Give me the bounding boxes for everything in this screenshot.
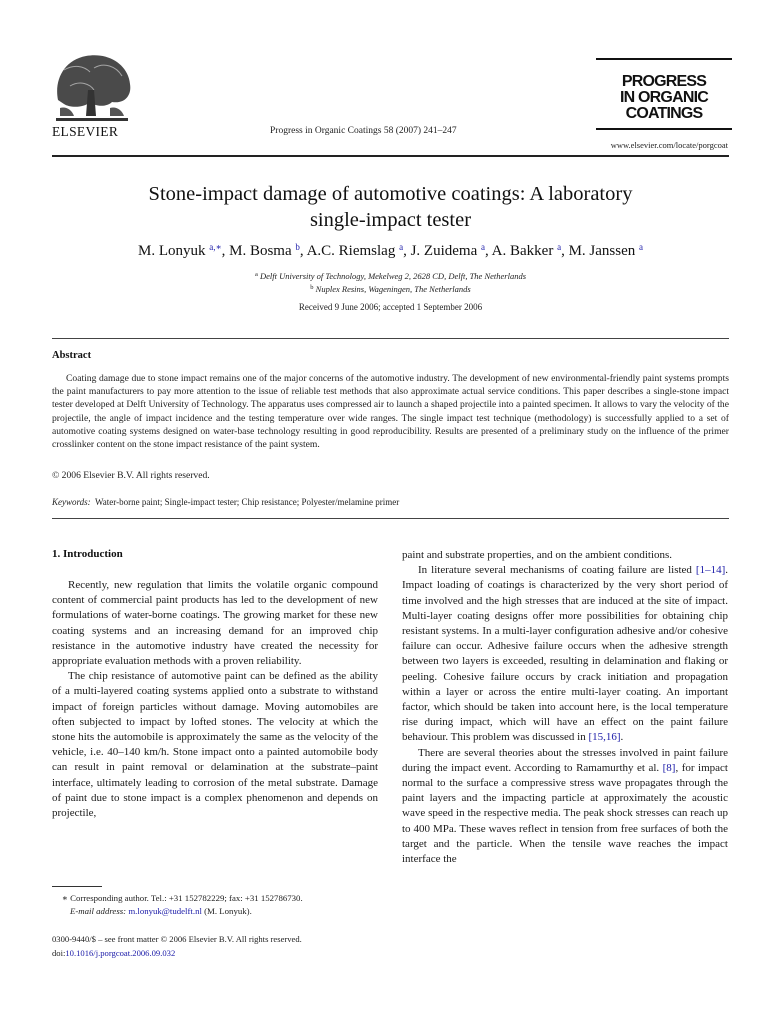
affiliation-mark: b (310, 284, 314, 291)
author-affiliation-mark[interactable]: a (399, 242, 404, 252)
author-separator: , (403, 243, 411, 259)
author-affiliation-mark[interactable]: b (295, 242, 300, 252)
author-separator: , (221, 243, 230, 259)
citation-link[interactable]: [15,16] (588, 731, 621, 744)
body-paragraph: paint and substrate properties, and on the ambient conditions. (402, 549, 673, 561)
author-name: M. Janssen (568, 243, 636, 259)
issn-line: 0300-9440/$ – see front matter © 2006 Elsevier B.V. All rights reserved. (52, 934, 302, 944)
citation-link[interactable]: [8] (662, 761, 676, 774)
abstract-top-divider (52, 338, 729, 339)
author-name: M. Lonyuk (138, 243, 206, 259)
email-link[interactable]: m.lonyuk@tudelft.nl (128, 906, 202, 916)
header-divider (52, 155, 729, 157)
keywords-label: Keywords: (52, 497, 91, 507)
text-run: . Impact loading of coatings is characterized by the very short period of time involved and the high stresses that are induced at the site of impact. Multi-layer coating designs offer more possibilities for obtaining chip resistant systems. In a multi-layer configuration adhesive and/or cohesive failure can occur. Adhesive failure occurs when the adhesive strength between two layers is exceeded, resulting in delamination and flaking or peeling. Cohesive failure occurs by crack initiation and propagation within a layer or across the entire multi-layer coating. An important factor, which should be taken into account here, is the local temperature rise during impact, which will have an effect on the paint failure behaviour. This problem was discussed in (402, 564, 728, 744)
author-affiliation-mark[interactable]: a (557, 242, 562, 252)
author-affiliation-mark[interactable]: a,∗ (209, 242, 222, 252)
abstract-paragraph: Coating damage due to stone impact remains one of the major concerns of the automotive industry. The development of new environmental-friendly paint systems prompts the paint manufacturers to pay more attention to the issue of reliable test methods that also approximate actual service conditions. This paper describes a single-stone impact tester developed at Delft University of Technology. The apparatus uses compressed air to launch a shaped projectile into a painted specimen. It allows to vary the velocity of the projectile, the angle of impact incidence and the testing temperature over wide ranges. The single impact test technique (methodology) is successfully applied to a set of automotive coating systems designed on water-base technology resulting in good reproducibility. Results are presented of a preliminary study on the influence of the primer crosslinker content on the stone impact resistance of the paint system. (52, 373, 729, 451)
section-heading-introduction: 1. Introduction (52, 548, 123, 560)
text-run: There are several theories about the stresses involved in paint failure during the impact event. According to Ramamurthy et al. (402, 746, 728, 774)
publisher-name: ELSEVIER (52, 124, 119, 139)
doi-link[interactable]: 10.1016/j.porgcoat.2006.09.032 (65, 948, 176, 958)
abstract-copyright: © 2006 Elsevier B.V. All rights reserved. (52, 470, 210, 481)
abstract-bottom-divider (52, 518, 729, 519)
email-label: E-mail address: (70, 906, 127, 916)
article-title-line-2: single-impact tester (309, 209, 472, 231)
journal-reference: Progress in Organic Coatings 58 (2007) 241–247 (270, 126, 457, 136)
author-affiliation-mark[interactable]: a (480, 242, 485, 252)
author-separator: , (484, 243, 492, 259)
journal-logo-line-2: IN ORGANIC (619, 89, 708, 106)
body-paragraph (402, 563, 728, 745)
journal-logo (596, 58, 732, 134)
article-title (52, 181, 729, 233)
email-note (70, 906, 252, 916)
received-dates: Received 9 June 2006; accepted 1 September 2006 (298, 302, 483, 312)
author-separator: , (299, 243, 307, 259)
keywords-line (52, 497, 399, 507)
abstract-heading: Abstract (52, 350, 92, 361)
journal-logo-line-1: PROGRESS (621, 73, 707, 90)
author-name: A. Bakker (491, 243, 554, 259)
affiliation-text: Nuplex Resins, Wageningen, The Netherlands (315, 284, 471, 294)
elsevier-tree-logo-icon (50, 50, 134, 122)
author-name: M. Bosma (229, 243, 292, 259)
doi-label: doi: (52, 948, 66, 958)
body-paragraph: The chip resistance of automotive paint can be defined as the ability of a multi-layered coating systems applied onto a substrate to withstand impact of foreign particles without damage. Moving automobiles are often subjected to impact by lofted stones. The velocity at which the stone hits the automobile is approximately the same as the velocity of the vehicle, i.e. 40–140 km/h. Stone impact onto a painted automobile body can result in paint removal or delamination at the substrate–paint interface, ultimately leading to corrosion of the metal substrate. Damage of paint due to stone impact is a complex phenomenon and depends on projectile, (52, 670, 378, 820)
body-paragraph (402, 746, 728, 868)
footnote-rule (52, 886, 102, 887)
affiliation-b (52, 284, 729, 294)
body-column-right (402, 548, 728, 867)
text-run: In literature several mechanisms of coating failure are listed (418, 564, 696, 577)
affiliation-a (52, 271, 729, 281)
body-column-left (52, 578, 378, 821)
citation-link[interactable]: [1–14] (695, 564, 726, 577)
text-run: . (620, 731, 624, 744)
journal-logo-line-3: COATINGS (625, 105, 703, 122)
journal-url-link[interactable]: www.elsevier.com/locate/porgcoat (610, 140, 728, 150)
author-affiliation-mark[interactable]: a (639, 242, 643, 252)
author-name: A.C. Riemslag (306, 243, 396, 259)
email-suffix: (M. Lonyuk). (201, 906, 252, 916)
author-list (52, 242, 729, 260)
author-separator: , (561, 243, 569, 259)
affiliation-text: Delft University of Technology, Mekelweg 2, 2628 CD, Delft, The Netherlands (260, 271, 526, 281)
abstract-body (52, 372, 729, 451)
keywords-list: Water-borne paint; Single-impact tester; Chip resistance; Polyester/melamine primer (95, 497, 400, 507)
doi-line (52, 948, 175, 958)
body-paragraph: Recently, new regulation that limits the volatile organic compound content of commercial paint products has led to the development of new formulations of water-borne coatings. The growing market for these new coating systems and an increasing demand for an improved chip resistance in the automotive industry have created the necessity for appropriate evaluation methods with a proven reliability. (52, 579, 378, 668)
article-title-line-1: Stone-impact damage of automotive coatings: A laboratory (148, 183, 633, 205)
text-run: , for impact normal to the surface a compressive stress wave propagates through the paint layers and the impacting particle at approximately the acoustic wave speed in the respective media. The peak shock stresses can reach up to 400 MPa. These waves reflect in tension from free surfaces of both the target and the particle. When the tensile wave reaches the impact interface the (402, 761, 728, 866)
affiliation-mark: a (255, 271, 258, 278)
corresponding-author-note: ∗ Corresponding author. Tel.: +31 152782229; fax: +31 152786730. (62, 893, 303, 903)
author-name: J. Zuidema (410, 243, 478, 259)
